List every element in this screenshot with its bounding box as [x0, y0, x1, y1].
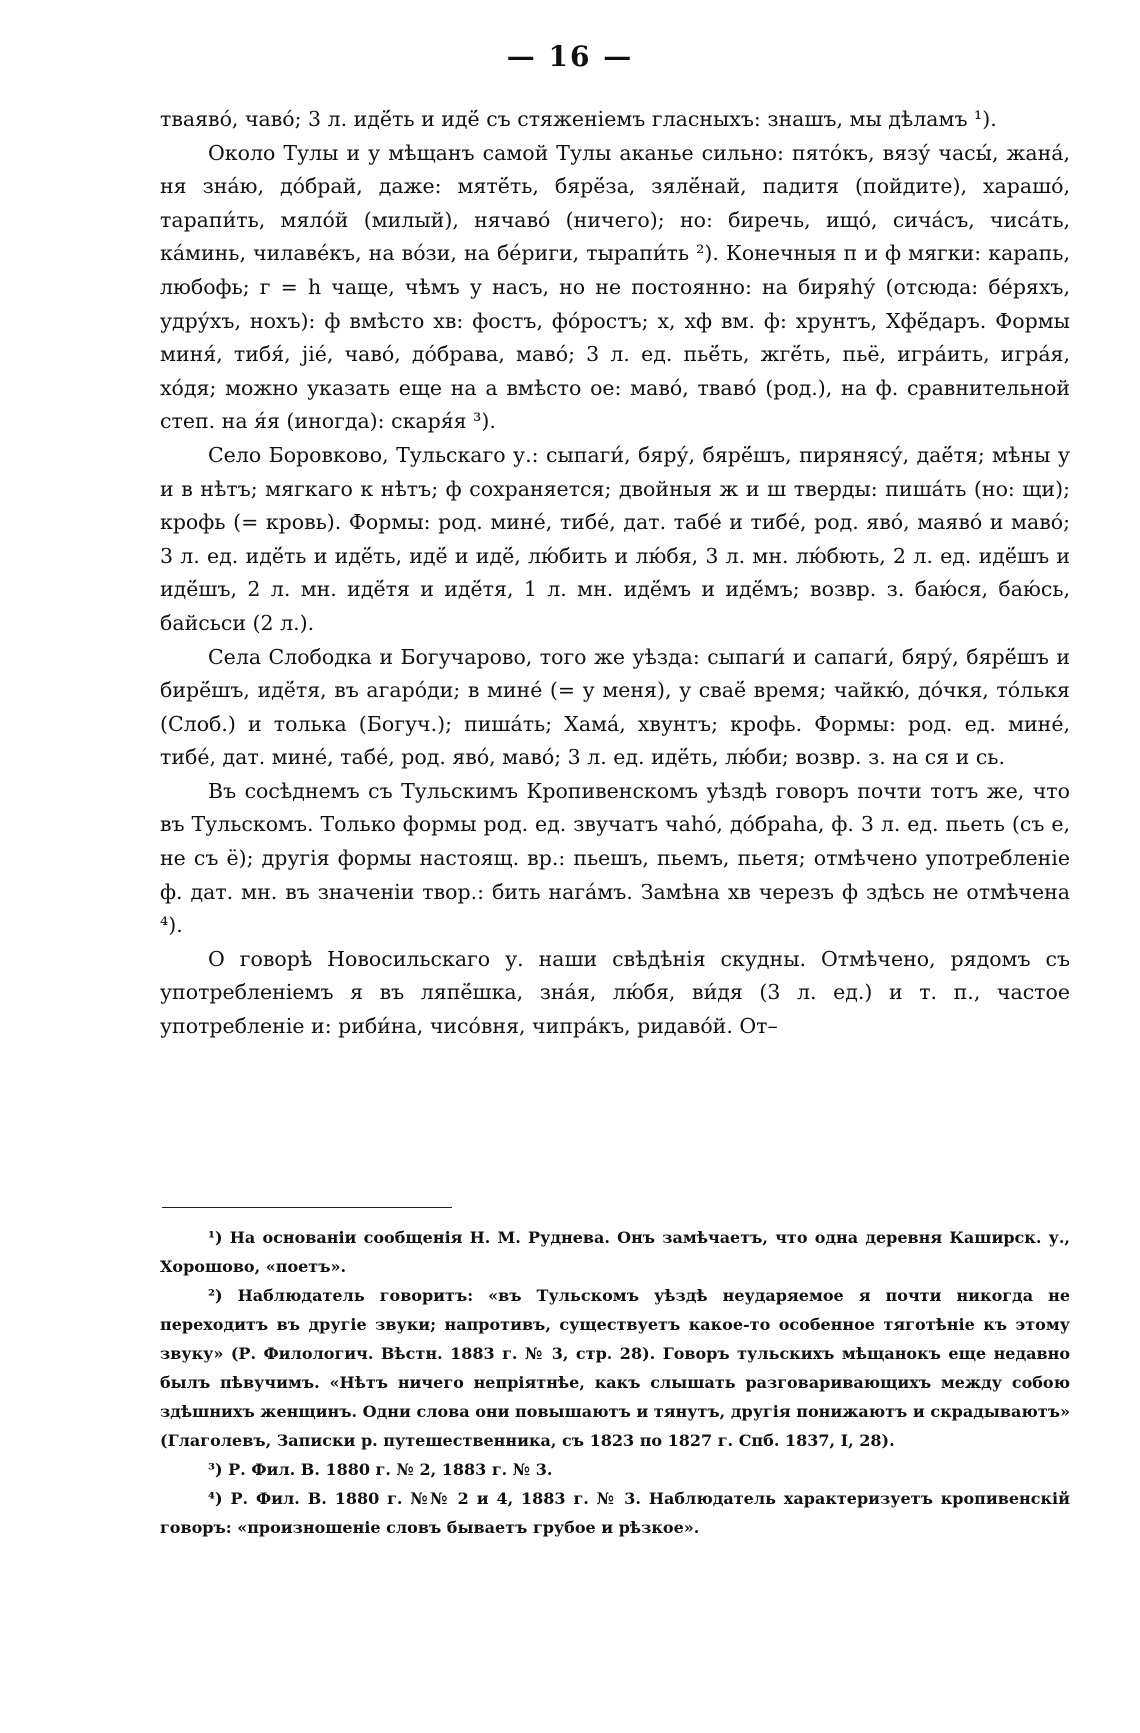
paragraph: О говорѣ Новосильскаго у. наши свѣдѣнія скудны. Отмѣчено, рядомъ съ употребленіемъ я въ ляпё́шка, зна́я, лю́бя, ви́дя (3 л. ед.) и т. п., частое употребленіе и: риби́на, чисо́вня, чипра́къ, ридаво́й. От– [160, 946, 1070, 1039]
paragraph: Около Тулы и у мѣщанъ самой Тулы аканье сильно: пято́къ, вязу́ часы́, жана́, ня зна́ю, до́брай, даже: мятё́ть, бярё́за, зялё́най, падитя (пойдите), харашо́, тарапи́ть, мяло́й (милый), нячаво́ (ничего); но: биречь, ищо́, сича́съ, чиса́ть, ка́минь, чилаве́къ, на во́зи, на бе́риги, тырапи́ть ²). Конечныя п и ф мягки: карапь, любофь; г = h чаще, чѣмъ у насъ, но не постоянно: на биряhу́ (отсюда: бе́ряхъ, удру́хъ, нохъ): ф вмѣсто хв: фостъ, фо́ростъ; х, хф вм. ф: хрунтъ, Хфё́даръ. Формы миня́, тибя́, jіе́, чаво́, до́брава, маво́; 3 л. ед. пьё́ть, жгё́ть, пьё, игра́ить, игра́я, хо́дя; можно указать еще на а вмѣсто ое: маво́, тваво́ (род.), на ф. сравнительной степ. на я́я (иногда): скаря́я ³). [160, 140, 1070, 434]
footnotes [160, 1223, 1070, 1542]
footnote: ³) Р. Фил. В. 1880 г. № 2, 1883 г. № 3. [208, 1460, 553, 1479]
paragraph: Село Боровково, Тульскаго у.: сыпаги́, бяру́, бярё́шъ, пирянясу́, даё́тя; мѣны у и в нѣтъ; мягкаго к нѣтъ; ф сохраняется; двойныя ж и ш тверды: пиша́ть (но: щи); крофь (= кровь). Формы: род. мине́, тибе́, дат. табе́ и тибе́, род. яво́, маяво́ и маво́; 3 л. ед. идё́ть и идё́ть, идё́ и идё́, лю́бить и лю́бя, 3 л. мн. лю́бють, 2 л. ед. идё́шъ и идё́шъ, 2 л. мн. идё́тя и идё́тя, 1 л. мн. идё́мъ и идё́мъ; возвр. з. баю́ся, баю́сь, байсьси (2 л.). [160, 442, 1070, 635]
page-number: — 16 — [506, 40, 634, 73]
footnote: ⁴) Р. Фил. В. 1880 г. №№ 2 и 4, 1883 г. № 3. Наблюдатель характеризуетъ кропивенскій говоръ: «произношеніе словъ бываетъ грубое и рѣзкое». [160, 1489, 1070, 1537]
paragraph: Въ сосѣднемъ съ Тульскимъ Кропивенскомъ уѣздѣ говоръ почти тотъ же, что въ Тульскомъ. Только формы род. ед. звучатъ чаhó, до́браhа, ф. 3 л. ед. пьеть (съ е, не съ ё); другія формы настоящ. вр.: пьешъ, пьемъ, пьетя; отмѣчено употребленіе ф. дат. мн. въ значеніи твор.: бить нага́мъ. Замѣна хв черезъ ф здѣсь не отмѣчена ⁴). [160, 778, 1070, 938]
footnote: ²) Наблюдатель говоритъ: «въ Тульскомъ уѣздѣ неударяемое я почти никогда не переходитъ въ другіе звуки; напротивъ, существуетъ какое-то особенное тяготѣніе къ этому звуку» (Р. Филологич. Вѣстн. 1883 г. № 3, стр. 28). Говоръ тульскихъ мѣщанокъ еще недавно былъ пѣвучимъ. «Нѣтъ ничего непріятнѣе, какъ слышать разговаривающихъ между собою здѣшнихъ женщинъ. Одни слова они повышаютъ и тянутъ, другія понижаютъ и скрадываютъ» (Глаголевъ, Записки р. путешественника, съ 1823 по 1827 г. Спб. 1837, I, 28). [160, 1286, 1070, 1450]
footnote: ¹) На основаніи сообщенія Н. М. Руднева. Онъ замѣчаетъ, что одна деревня Каширск. у., Хорошово, «поетъ». [160, 1228, 1070, 1276]
paragraph: тваяво́, чаво́; 3 л. идё́ть и идё́ съ стяженіемъ гласныхъ: знашъ, мы дѣламъ ¹). [160, 107, 997, 131]
paragraph: Села Слободка и Богучарово, того же уѣзда: сыпаги́ и сапаги́, бяру́, бярё́шъ и бирё́шъ, идё́тя, въ агаро́ди; в мине́ (= у меня), у сваё́ время; чайкю́, до́чкя, то́лькя (Слоб.) и толька (Богуч.); пиша́ть; Хама́, хвунтъ; крофь. Формы: род. ед. мине́, тибе́, дат. мине́, табе́, род. яво́, маво́; 3 л. ед. идё́ть, лю́би; возвр. з. на ся и сь. [160, 644, 1070, 770]
main-text [160, 103, 1070, 1044]
footnote-divider [162, 1207, 452, 1208]
